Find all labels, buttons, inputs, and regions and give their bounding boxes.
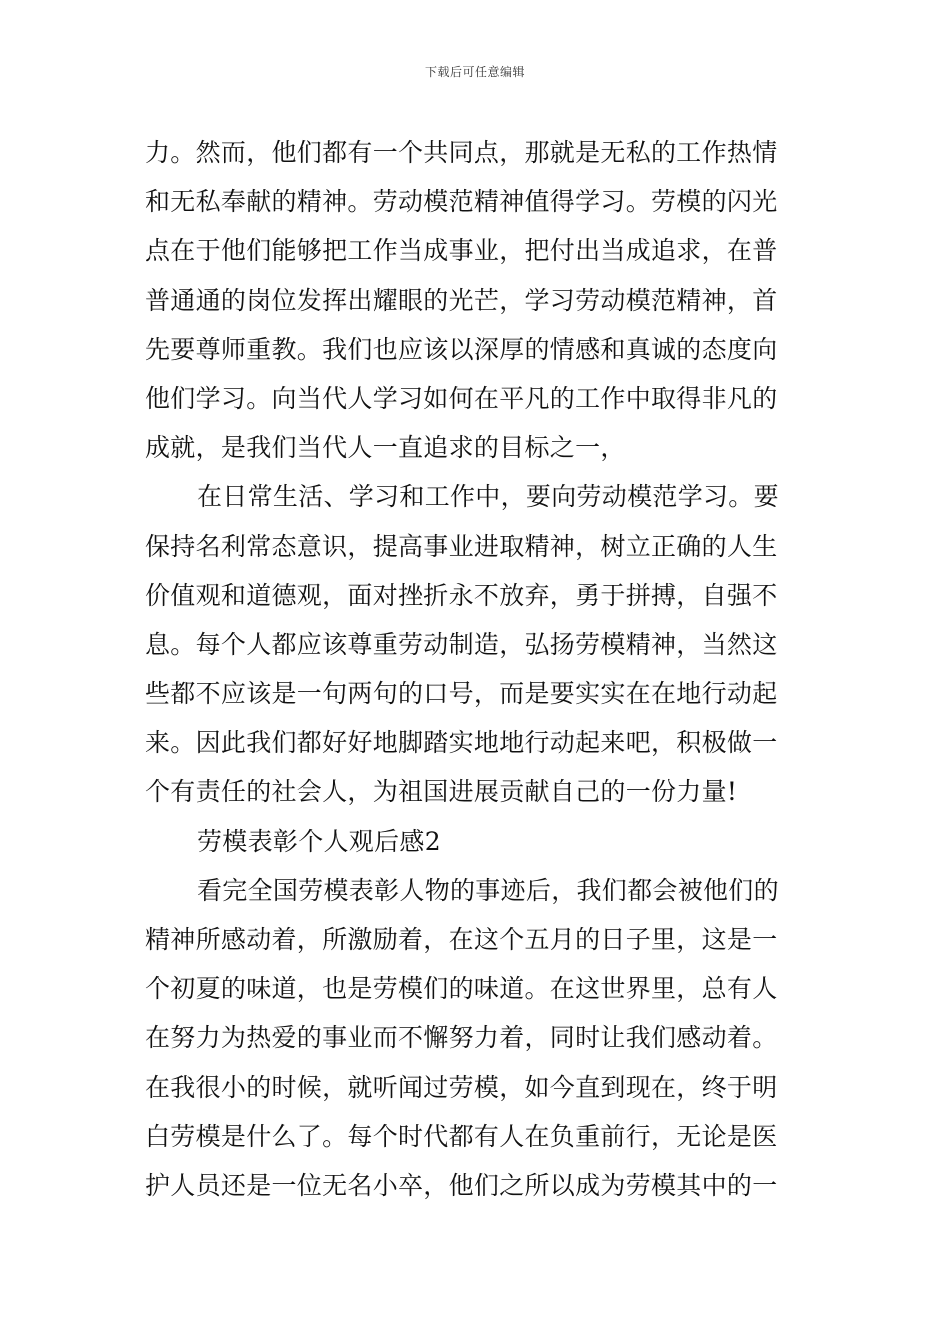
- text-line: 价值观和道德观，面对挫折永不放弃，勇于拼搏，自强不: [145, 580, 778, 610]
- text-line: 成就，是我们当代人一直追求的目标之一，: [145, 433, 626, 463]
- text-line: 普通通的岗位发挥出耀眼的光芒，学习劳动模范精神，首: [145, 285, 778, 315]
- text-line: 在努力为热爱的事业而不懈努力着，同时让我们感动着。: [145, 1023, 778, 1053]
- text-line: 息。每个人都应该尊重劳动制造，弘扬劳模精神，当然这: [145, 629, 778, 659]
- text-line: 保持名利常态意识，提高事业进取精神，树立正确的人生: [145, 531, 778, 561]
- text-line: 点在于他们能够把工作当成事业，把付出当成追求，在普: [145, 236, 778, 266]
- text-line: 个初夏的味道，也是劳模们的味道。在这世界里，总有人: [145, 974, 778, 1004]
- paragraph-start-line: 看完全国劳模表彰人物的事迹后，我们都会被他们的: [197, 875, 779, 905]
- text-line: 力。然而，他们都有一个共同点，那就是无私的工作热情: [145, 138, 778, 167]
- paragraph-start-line: 在日常生活、学习和工作中，要向劳动模范学习。要: [197, 482, 779, 512]
- page-header: 下载后可任意编辑: [424, 65, 525, 79]
- body-text: [145, 128, 810, 1210]
- text-line: 先要尊师重教。我们也应该以深厚的情感和真诚的态度向: [145, 334, 778, 364]
- text-line: 他们学习。向当代人学习如何在平凡的工作中取得非凡的: [145, 383, 778, 413]
- text-line: 护人员还是一位无名小卒，他们之所以成为劳模其中的一: [145, 1170, 778, 1200]
- text-line: 在我很小的时候，就听闻过劳模，如今直到现在，终于明: [145, 1072, 778, 1102]
- text-line: 白劳模是什么了。每个时代都有人在负重前行，无论是医: [145, 1121, 778, 1151]
- text-line: 精神所感动着，所激励着，在这个五月的日子里，这是一: [145, 925, 778, 954]
- text-line: 个有责任的社会人，为祖国进展贡献自己的一份力量!: [145, 777, 738, 807]
- section-heading: 劳模表彰个人观后感2: [197, 826, 441, 856]
- text-line: 来。因此我们都好好地脚踏实地地行动起来吧，积极做一: [145, 728, 778, 758]
- text-line: 些都不应该是一句两句的口号，而是要实实在在地行动起: [145, 679, 778, 709]
- text-line: 和无私奉献的精神。劳动模范精神值得学习。劳模的闪光: [145, 187, 778, 217]
